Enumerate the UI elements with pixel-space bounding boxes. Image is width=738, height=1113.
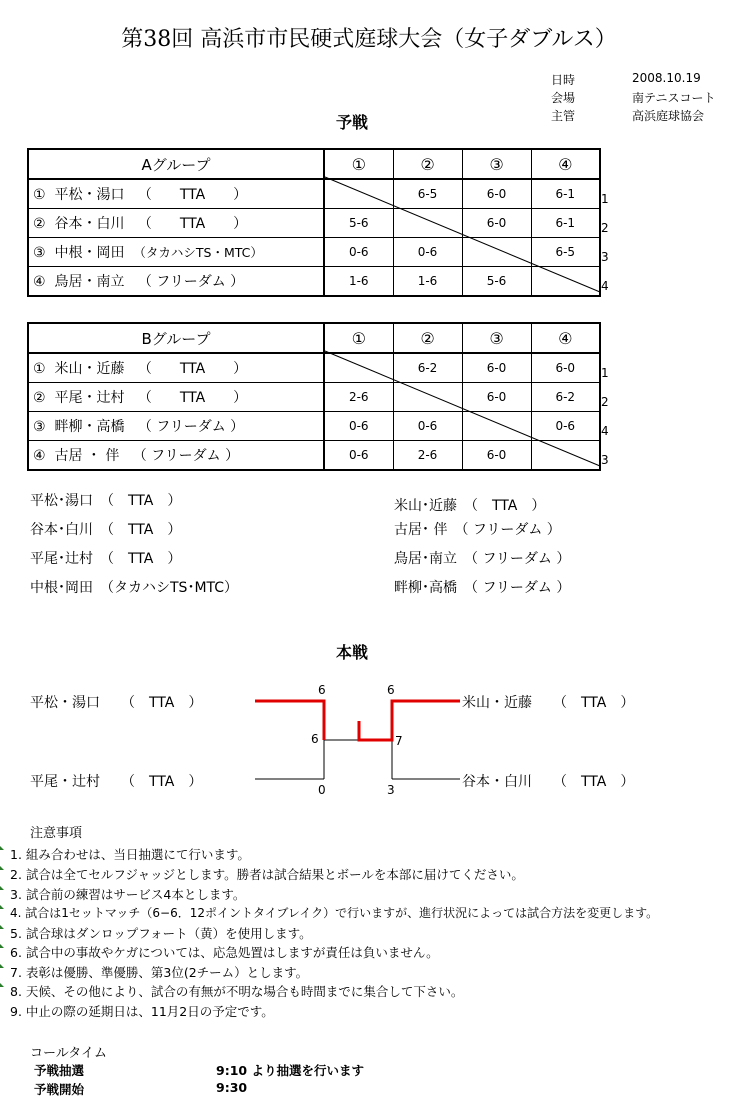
bracket-entry-right-top [462, 692, 634, 712]
score-cell: 6-0 [462, 179, 531, 209]
team-name: （ TTA ） [128, 774, 203, 790]
team-name: （ フリーダム ） [137, 419, 245, 435]
note-item: 5. 試合球はダンロップフォート（黄）を使用します。 [10, 926, 312, 941]
pair-name: 谷本・白川 [462, 774, 532, 790]
cell-marker-icon [0, 846, 4, 850]
pair-name: 中根･岡田 [30, 580, 93, 596]
score-cell: 6-0 [462, 383, 531, 412]
rank-number: 4 [601, 279, 609, 293]
bracket-entry-right-bottom [462, 771, 634, 791]
seed-number: ③ [33, 419, 46, 435]
score-cell: 0-6 [393, 238, 462, 267]
team-name: （ TTA ） [128, 695, 203, 711]
note-item: 6. 試合中の事故やケガについては、応急処置はしますが責任は負いません。 [10, 945, 439, 960]
score-cell: 6-0 [462, 353, 531, 383]
info-label-venue: 会場 [551, 91, 576, 105]
team-name: （ TTA ） [137, 361, 248, 377]
cell-marker-icon [0, 905, 4, 909]
team-name: （ TTA ） [560, 695, 635, 711]
rank-number: 2 [601, 221, 609, 235]
pair-name: 平松･湯口 [30, 493, 93, 509]
info-value-venue: 南テニスコート [632, 91, 716, 105]
cell-marker-icon [0, 983, 4, 987]
score-cell: 0-6 [324, 238, 393, 267]
rank-number: 4 [601, 424, 609, 438]
team-name: （ フリーダム ） [471, 551, 571, 567]
score-cell: 2-6 [324, 383, 393, 412]
pair-name: 畔柳･高橋 [394, 580, 457, 596]
score-cell: 5-6 [462, 267, 531, 297]
team-name: （ TTA ） [560, 774, 635, 790]
bracket-entry-left-top [30, 692, 202, 712]
team-name: （ フリーダム ） [471, 580, 571, 596]
score-right-top: 6 [387, 683, 395, 697]
score-cell: 6-0 [462, 209, 531, 238]
score-left-bottom: 0 [318, 783, 326, 797]
score-cell: 6-5 [531, 238, 600, 267]
group-name: Aグループ [28, 149, 324, 179]
pair-name: 米山・近藤 [462, 695, 532, 711]
seed-number: ④ [33, 274, 46, 290]
score-final-right: 7 [395, 734, 403, 748]
score-cell: 6-5 [393, 179, 462, 209]
seed-number: ① [33, 187, 46, 203]
score-cell: 6-1 [531, 179, 600, 209]
col-header: ④ [531, 149, 600, 179]
pair-name: 米山・近藤 [54, 361, 125, 377]
cell-marker-icon [0, 866, 4, 870]
col-header: ③ [462, 149, 531, 179]
pair-name: 鳥居・南立 [54, 274, 125, 290]
calltime-value: 9:30 [216, 1080, 248, 1095]
score-cell: 0-6 [324, 412, 393, 441]
pair-name: 平尾･辻村 [30, 551, 93, 567]
team-name: （ TTA ） [471, 498, 546, 514]
rank-number: 1 [601, 366, 609, 380]
seed-number: ① [33, 361, 46, 377]
team-name: （ TTA ） [107, 493, 182, 509]
page-title: 第38回 高浜市市民硬式庭球大会（女子ダブルス） [121, 27, 617, 52]
cell-marker-icon [0, 886, 4, 890]
col-header: ① [324, 323, 393, 353]
score-cell: 6-2 [393, 353, 462, 383]
bracket-entry-left-bottom [30, 771, 202, 791]
pair-name: 平尾・辻村 [54, 390, 125, 406]
team-name: （ TTA ） [137, 187, 248, 203]
score-cell: 1-6 [393, 267, 462, 297]
score-cell: 5-6 [324, 209, 393, 238]
group-name: Bグループ [28, 323, 324, 353]
rank-number: 2 [601, 395, 609, 409]
note-item: 8. 天候、その他により、試合の有無が不明な場合も時間までに集合して下さい。 [10, 984, 464, 999]
pair-name: 平松・湯口 [30, 695, 100, 711]
cell-marker-icon [0, 964, 4, 968]
winner-line-right-top [359, 701, 460, 740]
notes-heading: 注意事項 [30, 826, 83, 841]
note-item: 1. 組み合わせは、当日抽選にて行います。 [10, 847, 250, 862]
score-cell: 6-0 [462, 441, 531, 471]
seed-number: ② [33, 216, 46, 232]
score-cell: 6-0 [531, 353, 600, 383]
score-cell: 6-2 [531, 383, 600, 412]
info-value-host: 高浜庭球協会 [632, 109, 705, 123]
score-final-left: 6 [311, 732, 319, 746]
col-header: ③ [462, 323, 531, 353]
team-name: （タカハシTS・MTC） [133, 245, 263, 260]
pair-name: 谷本･白川 [30, 522, 93, 538]
prelim-heading: 予戦 [336, 113, 369, 132]
team-name: （ TTA ） [137, 390, 248, 406]
score-cell: 0-6 [531, 412, 600, 441]
rank-number: 3 [601, 250, 609, 264]
score-left-top: 6 [318, 683, 326, 697]
calltime-value: 9:10 より抽選を行います [216, 1063, 364, 1078]
pair-name: 平松・湯口 [54, 187, 125, 203]
rank-number: 3 [601, 453, 609, 467]
score-right-bottom: 3 [387, 783, 395, 797]
pair-name: 古居･ 伴 [394, 522, 448, 538]
pair-name: 鳥居･南立 [394, 551, 457, 567]
calltime-heading: コールタイム [30, 1046, 107, 1061]
team-name: （ フリーダム ） [137, 274, 245, 290]
info-label-date: 日時 [551, 73, 576, 87]
cell-marker-icon [0, 925, 4, 929]
note-item: 7. 表彰は優勝、準優勝、第3位(2チーム）とします。 [10, 965, 309, 980]
team-name: （タカハシTS･MTC） [107, 580, 239, 596]
col-header: ② [393, 149, 462, 179]
note-item: 9. 中止の際の延期日は、11月2日の予定です。 [10, 1004, 274, 1019]
score-cell: 2-6 [393, 441, 462, 471]
score-cell: 0-6 [393, 412, 462, 441]
team-name: （ TTA ） [107, 522, 182, 538]
team-name: （ TTA ） [137, 216, 248, 232]
col-header: ① [324, 149, 393, 179]
rank-number: 1 [601, 192, 609, 206]
note-item: 3. 試合前の練習はサービス4本とします。 [10, 887, 246, 902]
seed-number: ④ [33, 448, 46, 464]
cell-marker-icon [0, 944, 4, 948]
info-value-date: 2008.10.19 [632, 71, 701, 85]
score-cell: 0-6 [324, 441, 393, 471]
calltime-label: 予戦開始 [34, 1082, 85, 1097]
seed-number: ② [33, 390, 46, 406]
team-name: （ TTA ） [107, 551, 182, 567]
main-heading: 本戦 [336, 643, 369, 662]
score-cell: 6-1 [531, 209, 600, 238]
seed-number: ③ [33, 245, 46, 261]
team-name: （ フリーダム ） [132, 448, 240, 464]
pair-name: 中根・岡田 [54, 245, 125, 261]
col-header: ② [393, 323, 462, 353]
calltime-label: 予戦抽選 [34, 1063, 85, 1078]
info-label-host: 主管 [551, 109, 576, 123]
team-name: （ フリーダム ） [461, 522, 561, 538]
pair-name: 米山･近藤 [394, 498, 457, 514]
col-header: ④ [531, 323, 600, 353]
note-item: 4. 試合は1セットマッチ（6−6．12ポイントタイブレイク）で行いますが、進行状況によっては試合方法を変更します。 [10, 906, 659, 920]
pair-name: 平尾・辻村 [30, 774, 100, 790]
note-item: 2. 試合は全てセルフジャッジとします。勝者は試合結果とボールを本部に届けてください。 [10, 867, 524, 882]
pair-name: 畔柳・高橋 [54, 419, 125, 435]
pair-name: 谷本・白川 [54, 216, 125, 232]
score-cell: 1-6 [324, 267, 393, 297]
pair-name: 古居 ・ 伴 [54, 448, 120, 464]
